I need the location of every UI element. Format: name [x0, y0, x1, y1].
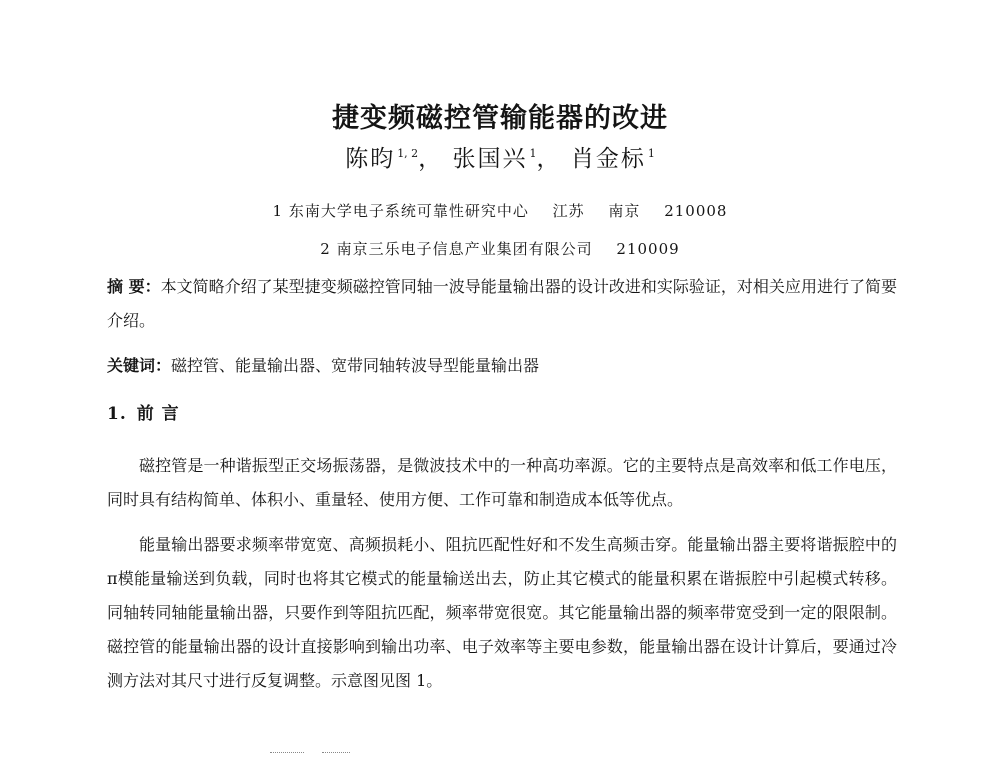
author-2: [453, 146, 562, 172]
keywords-label: 关键词：: [107, 356, 172, 375]
author-1: [345, 146, 443, 172]
author-list: [0, 140, 1000, 173]
abstract-label: 摘 要：: [107, 277, 161, 296]
author-separator: ，: [536, 146, 562, 172]
affiliation-postcode: 210009: [616, 240, 680, 258]
affiliation-id: 2: [320, 240, 331, 258]
section-heading: [107, 399, 180, 424]
affiliation-1: [0, 200, 1000, 221]
keywords: [107, 349, 897, 383]
author-affiliation-mark: 1: [647, 147, 655, 161]
body-paragraph: 磁控管是一种谐振型正交场振荡器，是微波技术中的一种高功率源。它的主要特点是高效率和低工作电压，同时具有结构简单、体积小、重量轻、使用方便、工作可靠和制造成本低等优点。: [107, 456, 897, 509]
author-separator: ，: [418, 146, 444, 172]
affiliation-2: [0, 238, 1000, 259]
keywords-text: 磁控管、能量输出器、宽带同轴转波导型能量输出器: [171, 356, 540, 375]
abstract-text: 本文简略介绍了某型捷变频磁控管同轴一波导能量输出器的设计改进和实际验证，对相关应用进行了简要介绍。: [107, 277, 897, 330]
body-paragraph: 能量输出器要求频率带宽宽、高频损耗小、阻抗匹配性好和不发生高频击穿。能量输出器主要将谐振腔中的π模能量输送到负载，同时也将其它模式的能量输送出去，防止其它模式的能量积累在谐振腔中引起模式转移。同轴转同轴能量输出器，只要作到等阻抗匹配，频率带宽很宽。其它能量输出器的频率带宽受到一定的限限制。磁控管的能量输出器的设计直接影响到输出功率、电子效率等主要电参数，能量输出器在设计计算后，要通过冷测方法对其尺寸进行反复调整。示意图见图 1。: [107, 535, 897, 690]
author-affiliation-mark: 1: [529, 147, 537, 161]
section-title: 前 言: [136, 404, 180, 424]
author-name: 张国兴: [452, 146, 528, 172]
author-name: 肖金标: [570, 146, 646, 172]
affiliation-postcode: 210008: [664, 202, 728, 220]
affiliation-id: 1: [272, 202, 284, 220]
affiliation-province: 江苏: [552, 202, 585, 220]
section-number: 1.: [107, 404, 127, 424]
abstract: [107, 270, 897, 338]
author-3: [571, 146, 655, 172]
scan-artifact: [270, 752, 304, 753]
affiliation-org: 东南大学电子系统可靠性研究中心: [288, 202, 529, 220]
author-affiliation-mark: 1, 2: [397, 147, 419, 161]
author-name: 陈昀: [345, 146, 396, 172]
paper-title: 捷变频磁控管输能器的改进: [332, 103, 668, 134]
scan-artifact: [322, 752, 350, 753]
affiliation-city: 南京: [608, 202, 641, 220]
affiliation-org: 南京三乐电子信息产业集团有限公司: [336, 240, 593, 258]
